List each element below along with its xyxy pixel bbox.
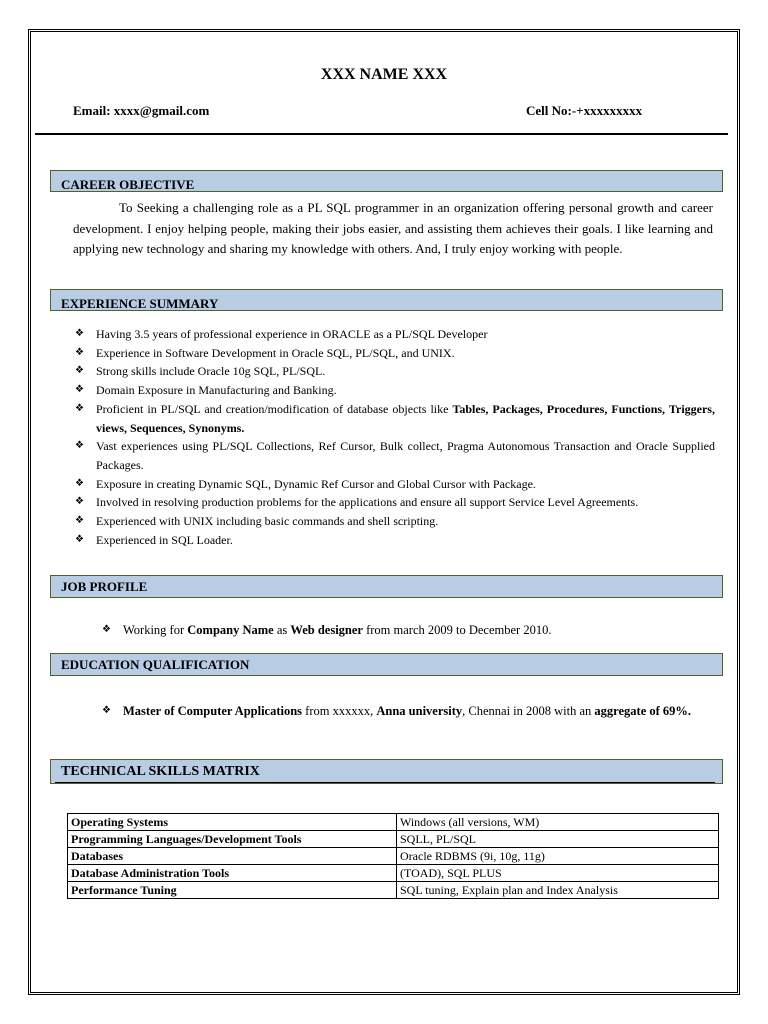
skills-row	[68, 831, 719, 848]
skill-category: Database Administration Tools	[68, 865, 397, 882]
job-profile-list	[102, 621, 742, 640]
skill-value: SQL tuning, Explain plan and Index Analysis	[397, 882, 719, 899]
skill-value: Oracle RDBMS (9i, 10g, 11g)	[397, 848, 719, 865]
section-title: CAREER OBJECTIVE	[61, 177, 195, 190]
section-title: JOB PROFILE	[61, 579, 148, 594]
skill-category: Databases	[68, 848, 397, 865]
experience-item: ❖ Experienced in SQL Loader.	[75, 531, 715, 550]
experience-item: ❖ Experience in Software Development in Oracle SQL, PL/SQL, and UNIX.	[75, 344, 715, 363]
email-line: Email: xxxx@gmail.com	[73, 103, 210, 118]
skill-category: Programming Languages/Development Tools	[68, 831, 397, 848]
section-title: EDUCATION QUALIFICATION	[61, 657, 250, 672]
experience-item: ❖ Strong skills include Oracle 10g SQL, PL/SQL.	[75, 362, 715, 381]
career-objective-text: To Seeking a challenging role as a PL SQL programmer in an organization offering personal growth and career development. I enjoy helping people, making their jobs easier, and assisting them achieves their goals. I like learning and applying new technology and sharing my knowledge with others. And, I truly enjoy working with people.	[73, 200, 713, 256]
skills-row	[68, 865, 719, 882]
section-technical-skills	[50, 759, 723, 784]
cell-line: Cell No:-+xxxxxxxxx	[526, 103, 643, 118]
skills-row	[68, 814, 719, 831]
experience-item: ❖ Proficient in PL/SQL and creation/modification of database objects like Tables, Packages, Procedures, Functions, Triggers, views, Sequences, Synonyms.	[75, 400, 715, 437]
section-title: EXPERIENCE SUMMARY	[61, 296, 219, 309]
skill-value: SQLL, PL/SQL	[397, 831, 719, 848]
experience-item: ❖ Vast experiences using PL/SQL Collections, Ref Cursor, Bulk collect, Pragma Autonomous Transaction and Oracle Supplied Packages.	[75, 437, 715, 474]
experience-item: ❖ Involved in resolving production problems for the applications and ensure all support Service Level Agreements.	[75, 493, 715, 512]
resume-name: XXX NAME XXX	[320, 66, 448, 83]
skill-category: Performance Tuning	[68, 882, 397, 899]
header-divider	[35, 133, 728, 135]
experience-item: ❖ Experienced with UNIX including basic commands and shell scripting.	[75, 512, 715, 531]
section-education	[50, 653, 723, 676]
experience-item: ❖ Exposure in creating Dynamic SQL, Dynamic Ref Cursor and Global Cursor with Package.	[75, 475, 715, 494]
experience-list	[75, 325, 715, 549]
skill-value: (TOAD), SQL PLUS	[397, 865, 719, 882]
experience-item: ❖ Having 3.5 years of professional experience in ORACLE as a PL/SQL Developer	[75, 325, 715, 344]
skills-row	[68, 848, 719, 865]
section-experience-summary	[50, 289, 723, 311]
education-list	[102, 702, 713, 721]
skills-row	[68, 882, 719, 899]
section-career-objective	[50, 170, 723, 192]
skills-underline	[55, 782, 715, 783]
skill-category: Operating Systems	[68, 814, 397, 831]
skill-value: Windows (all versions, WM)	[397, 814, 719, 831]
skills-table	[67, 813, 719, 899]
experience-item: ❖ Domain Exposure in Manufacturing and Banking.	[75, 381, 715, 400]
section-job-profile	[50, 575, 723, 598]
job-profile-item: ❖ Working for Company Name as Web designer from march 2009 to December 2010.	[102, 621, 742, 640]
education-item: ❖ Master of Computer Applications from xxxxxx, Anna university, Chennai in 2008 with an aggregate of 69%.	[102, 702, 713, 721]
section-title: TECHNICAL SKILLS MATRIX	[61, 764, 260, 779]
